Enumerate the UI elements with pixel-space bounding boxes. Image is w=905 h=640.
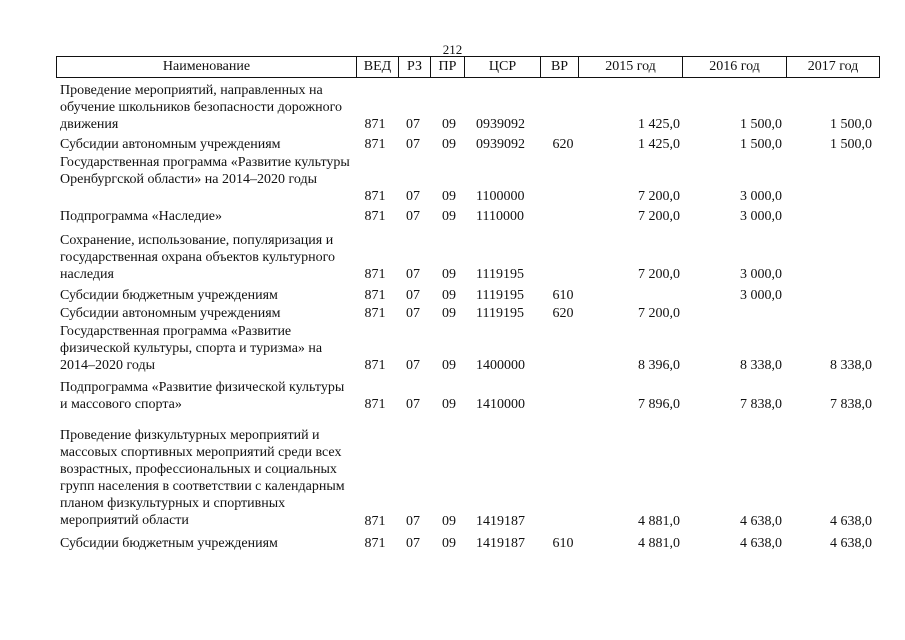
row-2016: 1 500,0 [740,117,782,132]
header-rz: РЗ [399,57,431,77]
row-2017: 8 338,0 [830,358,872,373]
row-pr: 09 [442,358,456,373]
row-2016: 3 000,0 [740,267,782,282]
table-row [0,535,905,552]
row-pr: 09 [442,209,456,224]
row-pr: 09 [442,288,456,303]
row-name: Сохранение, использование, популяризация и государственная охрана объектов культурного наследия [60,233,336,282]
header-ved: ВЕД [357,57,399,77]
row-2016: 7 838,0 [740,397,782,412]
row-name: Проведение мероприятий, направленных на обучение школьников безопасности дорожного движения [60,83,342,132]
row-2016: 4 638,0 [740,536,782,551]
row-rz: 07 [406,358,420,373]
table-row [0,154,905,205]
row-2015: 8 396,0 [638,358,680,373]
row-ved: 871 [364,117,386,132]
row-2016: 1 500,0 [740,137,782,152]
row-2016: 3 000,0 [740,209,782,224]
row-name: Субсидии бюджетным учреждениям [60,288,278,303]
row-rz: 07 [406,536,420,551]
row-csr: 1410000 [476,397,525,412]
row-rz: 07 [406,397,420,412]
row-ved: 871 [364,209,386,224]
row-rz: 07 [406,209,420,224]
row-2015: 7 200,0 [638,267,680,282]
table-row [0,136,905,153]
row-name: Субсидии автономным учреждениям [60,306,281,321]
row-rz: 07 [406,189,420,204]
row-2017: 7 838,0 [830,397,872,412]
row-ved: 871 [364,358,386,373]
row-2016: 4 638,0 [740,514,782,529]
row-2016: 3 000,0 [740,189,782,204]
header-2017: 2017 год [807,59,859,74]
row-ved: 871 [364,306,386,321]
row-pr: 09 [442,189,456,204]
row-name: Субсидии автономным учреждениям [60,137,281,152]
row-csr: 1110000 [476,209,524,224]
row-ved: 871 [364,267,386,282]
row-name: Государственная программа «Развитие физической культуры, спорта и туризма» на 2014–2020 годы [60,324,323,373]
row-pr: 09 [442,536,456,551]
row-ved: 871 [364,288,386,303]
row-csr: 1119195 [476,288,524,303]
row-name: Субсидии бюджетным учреждениям [60,536,278,551]
table-row [0,82,905,133]
table-row [0,427,905,530]
header-name: Наименование [57,57,357,77]
header-2016: 2016 год [683,57,787,77]
table-row [0,287,905,304]
row-rz: 07 [406,288,420,303]
row-vr: 610 [552,288,574,303]
row-csr: 1119195 [476,306,524,321]
table-row [0,232,905,283]
row-rz: 07 [406,117,420,132]
row-2015: 7 200,0 [638,306,680,321]
table-row [0,305,905,322]
row-2015: 1 425,0 [638,117,680,132]
page-number: 212 [442,42,463,57]
row-2017: 1 500,0 [830,117,872,132]
row-name: Государственная программа «Развитие культуры Оренбургской области» на 2014–2020 годы [60,155,350,187]
row-2015: 7 200,0 [638,209,680,224]
row-rz: 07 [406,514,420,529]
row-pr: 09 [442,514,456,529]
row-csr: 1119195 [476,267,524,282]
header-2015: 2015 год [579,57,683,77]
row-pr: 09 [442,137,456,152]
row-csr: 1419187 [476,514,525,529]
row-name: Подпрограмма «Наследие» [60,209,222,224]
row-csr: 1419187 [476,536,525,551]
row-2017: 1 500,0 [830,137,872,152]
row-2017: 4 638,0 [830,514,872,529]
row-csr: 0939092 [476,137,525,152]
row-ved: 871 [364,536,386,551]
row-rz: 07 [406,267,420,282]
row-2016: 8 338,0 [740,358,782,373]
row-pr: 09 [442,306,456,321]
row-ved: 871 [364,137,386,152]
table-row [0,323,905,374]
row-pr: 09 [442,117,456,132]
row-name: Проведение физкультурных мероприятий и массовых спортивных мероприятий среди всех возрастных, профессиональных и социальных групп населения в соответствии с календарным планом физкультурных и спортивных мероприятий области [60,428,345,528]
table-row [0,208,905,225]
row-2015: 4 881,0 [638,514,680,529]
row-pr: 09 [442,397,456,412]
row-csr: 1100000 [476,189,525,204]
row-vr: 620 [552,306,574,321]
row-name: Подпрограмма «Развитие физической культуры и массового спорта» [60,380,345,412]
row-2015: 7 200,0 [638,189,680,204]
row-rz: 07 [406,137,420,152]
row-ved: 871 [364,189,386,204]
row-csr: 0939092 [476,117,525,132]
row-ved: 871 [364,397,386,412]
row-vr: 610 [552,536,574,551]
row-2015: 4 881,0 [638,536,680,551]
row-2015: 7 896,0 [638,397,680,412]
row-vr: 620 [552,137,574,152]
row-2016: 3 000,0 [740,288,782,303]
header-csr: ЦСР [465,57,541,77]
row-rz: 07 [406,306,420,321]
row-ved: 871 [364,514,386,529]
header-pr: ПР [431,57,465,77]
row-pr: 09 [442,267,456,282]
row-csr: 1400000 [476,358,525,373]
row-2017: 4 638,0 [830,536,872,551]
table-row [0,379,905,413]
header-vr: ВР [541,57,579,77]
row-2015: 1 425,0 [638,137,680,152]
